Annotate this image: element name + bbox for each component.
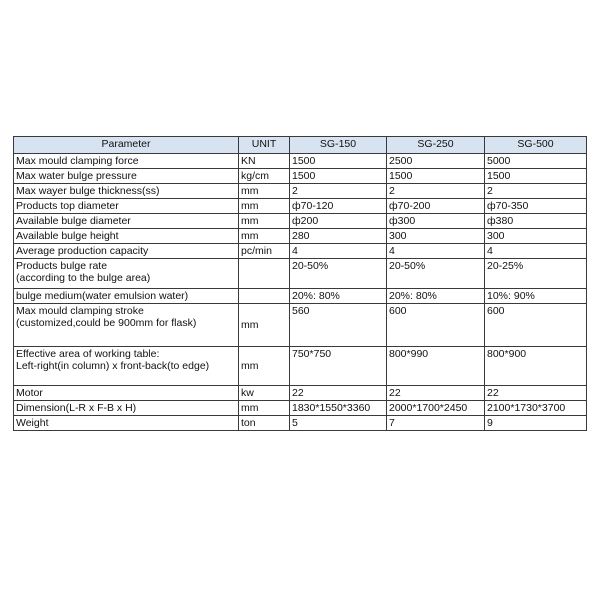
parameter-line: Dimension(L-R x F-B x H) bbox=[16, 402, 137, 414]
value-cell-sg-500: 9 bbox=[485, 416, 587, 431]
table-row bbox=[14, 214, 587, 229]
value-cell-sg-250: 2000*1700*2450 bbox=[387, 401, 485, 416]
parameter-cell bbox=[14, 304, 239, 347]
table-row bbox=[14, 347, 587, 386]
table-row bbox=[14, 289, 587, 304]
table-row bbox=[14, 386, 587, 401]
unit-cell: ton bbox=[239, 416, 290, 431]
value-cell-sg-500: 300 bbox=[485, 229, 587, 244]
value-cell-sg-500: 22 bbox=[485, 386, 587, 401]
parameter-cell bbox=[14, 154, 239, 169]
parameter-cell bbox=[14, 347, 239, 386]
value-cell-sg-250: 22 bbox=[387, 386, 485, 401]
unit-cell bbox=[239, 289, 290, 304]
spec-table bbox=[13, 136, 587, 431]
value-cell-sg-250: 20-50% bbox=[387, 259, 485, 289]
parameter-line: Available bulge height bbox=[16, 230, 119, 242]
parameter-line: Max wayer bulge thickness(ss) bbox=[16, 185, 160, 197]
value-cell-sg-150: 1500 bbox=[290, 169, 387, 184]
unit-cell: mm bbox=[239, 229, 290, 244]
value-cell-sg-150: ф70-120 bbox=[290, 199, 387, 214]
table-row bbox=[14, 184, 587, 199]
value-cell-sg-150: 5 bbox=[290, 416, 387, 431]
value-cell-sg-500: ф70-350 bbox=[485, 199, 587, 214]
value-cell-sg-500: 20-25% bbox=[485, 259, 587, 289]
table-row bbox=[14, 169, 587, 184]
value-cell-sg-150: 2 bbox=[290, 184, 387, 199]
table-row bbox=[14, 416, 587, 431]
table-row bbox=[14, 199, 587, 214]
table-row bbox=[14, 304, 587, 347]
unit-cell bbox=[239, 259, 290, 289]
parameter-cell bbox=[14, 401, 239, 416]
value-cell-sg-500: 4 bbox=[485, 244, 587, 259]
value-cell-sg-150: 1500 bbox=[290, 154, 387, 169]
header-row bbox=[14, 137, 587, 154]
header-sg-500: SG-500 bbox=[485, 137, 587, 154]
parameter-cell bbox=[14, 229, 239, 244]
parameter-line: Left-right(in column) x front-back(to edge) bbox=[16, 360, 210, 372]
value-cell-sg-250: 2 bbox=[387, 184, 485, 199]
unit-cell: kw bbox=[239, 386, 290, 401]
value-cell-sg-500: 800*900 bbox=[485, 347, 587, 386]
value-cell-sg-500: 2100*1730*3700 bbox=[485, 401, 587, 416]
parameter-line: (according to the bulge area) bbox=[16, 272, 151, 284]
table-row bbox=[14, 154, 587, 169]
value-cell-sg-500: 2 bbox=[485, 184, 587, 199]
value-cell-sg-500: 1500 bbox=[485, 169, 587, 184]
value-cell-sg-500: 600 bbox=[485, 304, 587, 347]
value-cell-sg-150: 20-50% bbox=[290, 259, 387, 289]
unit-cell: pc/min bbox=[239, 244, 290, 259]
unit-cell: mm bbox=[239, 304, 290, 347]
header-sg-150: SG-150 bbox=[290, 137, 387, 154]
value-cell-sg-250: ф300 bbox=[387, 214, 485, 229]
parameter-line: Available bulge diameter bbox=[16, 215, 131, 227]
value-cell-sg-250: ф70-200 bbox=[387, 199, 485, 214]
header-unit: UNIT bbox=[239, 137, 290, 154]
parameter-line: bulge medium(water emulsion water) bbox=[16, 290, 189, 302]
header-sg-250: SG-250 bbox=[387, 137, 485, 154]
parameter-cell bbox=[14, 199, 239, 214]
value-cell-sg-500: 5000 bbox=[485, 154, 587, 169]
value-cell-sg-250: 300 bbox=[387, 229, 485, 244]
value-cell-sg-250: 4 bbox=[387, 244, 485, 259]
parameter-line: Max mould clamping force bbox=[16, 155, 139, 167]
unit-cell: mm bbox=[239, 199, 290, 214]
value-cell-sg-250: 7 bbox=[387, 416, 485, 431]
value-cell-sg-500: ф380 bbox=[485, 214, 587, 229]
parameter-cell bbox=[14, 259, 239, 289]
parameter-line: Effective area of working table: bbox=[16, 348, 160, 360]
value-cell-sg-150: 280 bbox=[290, 229, 387, 244]
parameter-cell bbox=[14, 214, 239, 229]
table-row bbox=[14, 244, 587, 259]
parameter-cell bbox=[14, 184, 239, 199]
value-cell-sg-250: 1500 bbox=[387, 169, 485, 184]
table-row bbox=[14, 259, 587, 289]
value-cell-sg-150: 750*750 bbox=[290, 347, 387, 386]
unit-cell: mm bbox=[239, 214, 290, 229]
parameter-cell bbox=[14, 244, 239, 259]
parameter-cell bbox=[14, 169, 239, 184]
parameter-cell bbox=[14, 416, 239, 431]
value-cell-sg-500: 10%: 90% bbox=[485, 289, 587, 304]
value-cell-sg-250: 800*990 bbox=[387, 347, 485, 386]
parameter-line: Products top diameter bbox=[16, 200, 119, 212]
value-cell-sg-150: 20%: 80% bbox=[290, 289, 387, 304]
table-row bbox=[14, 401, 587, 416]
unit-cell: mm bbox=[239, 401, 290, 416]
table-row bbox=[14, 229, 587, 244]
value-cell-sg-250: 600 bbox=[387, 304, 485, 347]
parameter-line: Average production capacity bbox=[16, 245, 149, 257]
unit-cell: KN bbox=[239, 154, 290, 169]
unit-cell: mm bbox=[239, 184, 290, 199]
parameter-line: Weight bbox=[16, 417, 49, 429]
unit-cell: kg/cm bbox=[239, 169, 290, 184]
parameter-cell bbox=[14, 386, 239, 401]
parameter-line: Products bulge rate bbox=[16, 260, 108, 272]
value-cell-sg-150: ф200 bbox=[290, 214, 387, 229]
parameter-line: Max water bulge pressure bbox=[16, 170, 137, 182]
value-cell-sg-150: 22 bbox=[290, 386, 387, 401]
table-body bbox=[14, 154, 587, 431]
parameter-line: Motor bbox=[16, 387, 43, 399]
value-cell-sg-150: 560 bbox=[290, 304, 387, 347]
value-cell-sg-150: 1830*1550*3360 bbox=[290, 401, 387, 416]
value-cell-sg-150: 4 bbox=[290, 244, 387, 259]
unit-cell: mm bbox=[239, 347, 290, 386]
value-cell-sg-250: 20%: 80% bbox=[387, 289, 485, 304]
header-parameter: Parameter bbox=[14, 137, 239, 154]
parameter-line: Max mould clamping stroke bbox=[16, 305, 144, 317]
parameter-cell bbox=[14, 289, 239, 304]
parameter-line: (customized,could be 900mm for flask) bbox=[16, 317, 197, 329]
value-cell-sg-250: 2500 bbox=[387, 154, 485, 169]
table-header bbox=[14, 137, 587, 154]
